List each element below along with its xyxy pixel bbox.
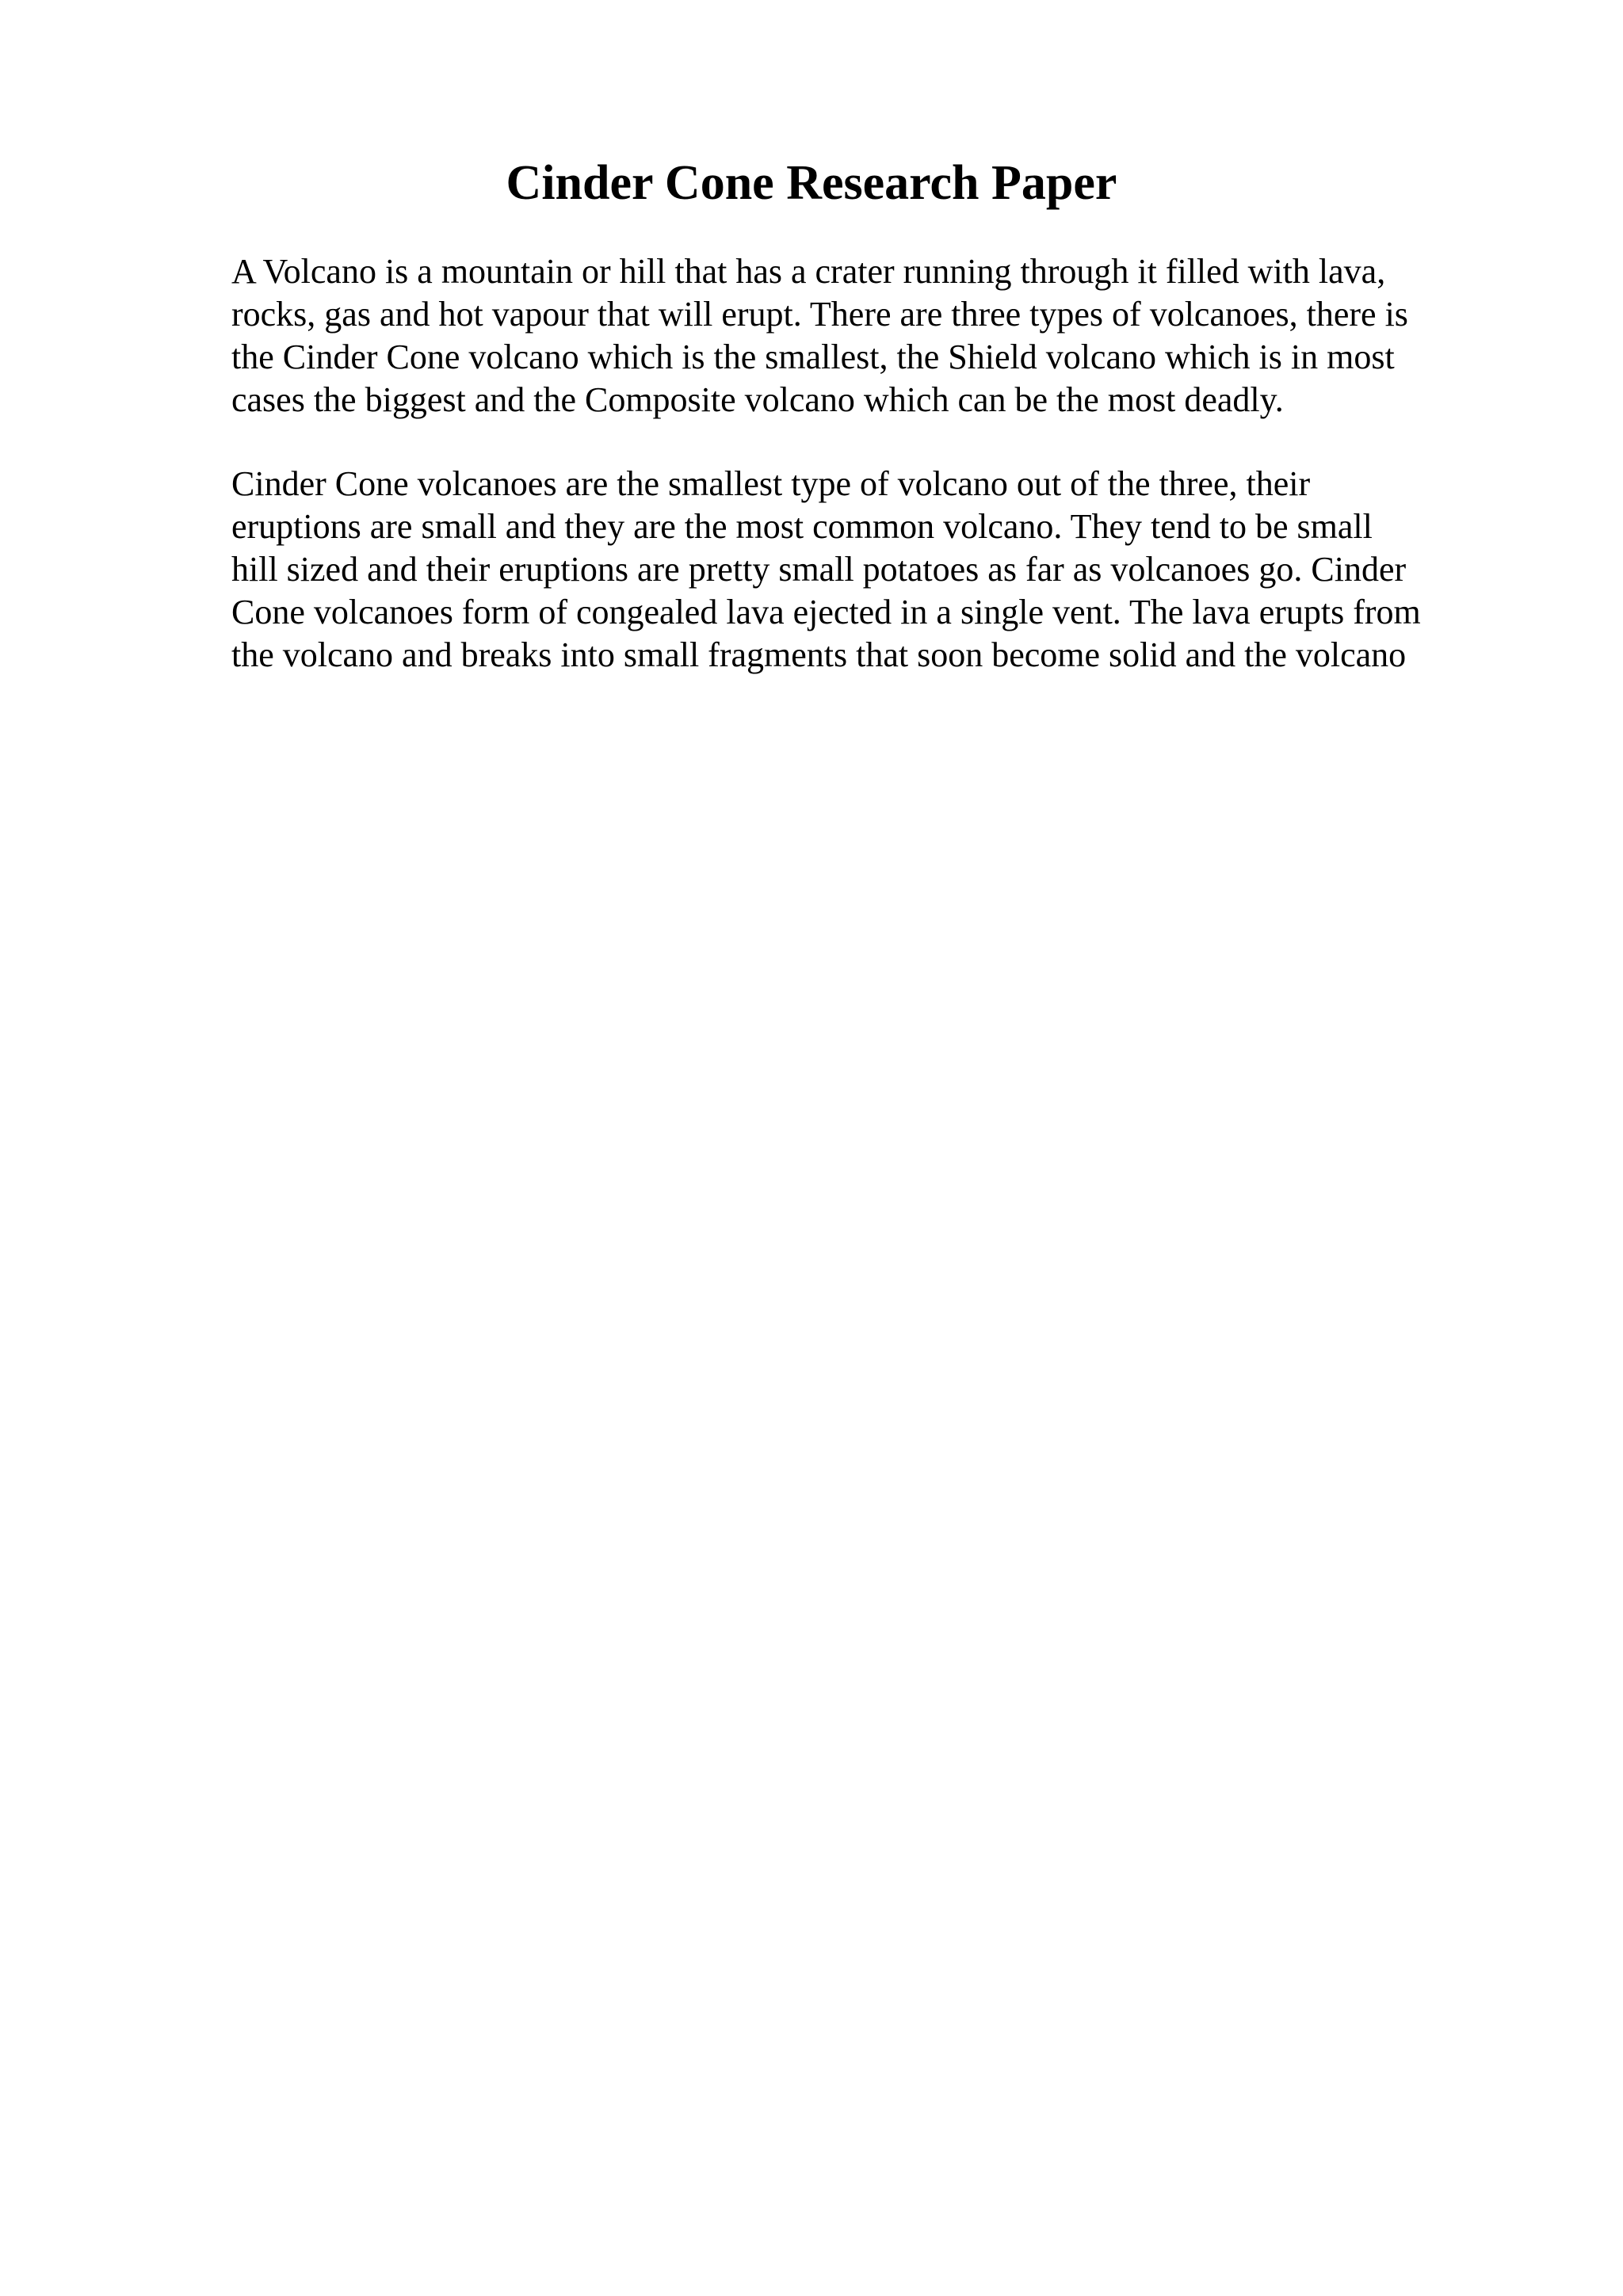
paragraph-line: eruptions are small and they are the most common volcano. They tend to be small xyxy=(231,507,1373,546)
paragraph-intro xyxy=(231,250,1515,421)
paragraph-line: Cinder Cone volcanoes are the smallest type of volcano out of the three, their xyxy=(231,464,1311,503)
paragraph-line: A Volcano is a mountain or hill that has a crater running through it filled with lava, xyxy=(231,252,1386,291)
paragraph-line: hill sized and their eruptions are pretty small potatoes as far as volcanoes go. Cinder xyxy=(231,550,1407,589)
paragraph-cinder-cone xyxy=(231,463,1515,677)
page-title: Cinder Cone Research Paper xyxy=(506,156,1117,210)
paragraph-line: rocks, gas and hot vapour that will erupt. There are three types of volcanoes, there is xyxy=(231,295,1408,334)
paragraph-line: Cone volcanoes form of congealed lava ejected in a single vent. The lava erupts from xyxy=(231,593,1421,631)
paragraph-line: the volcano and breaks into small fragments that soon become solid and the volcano xyxy=(231,635,1407,674)
paragraph-line: cases the biggest and the Composite volcano which can be the most deadly. xyxy=(231,380,1284,419)
paragraph-line: the Cinder Cone volcano which is the smallest, the Shield volcano which is in most xyxy=(231,338,1395,376)
